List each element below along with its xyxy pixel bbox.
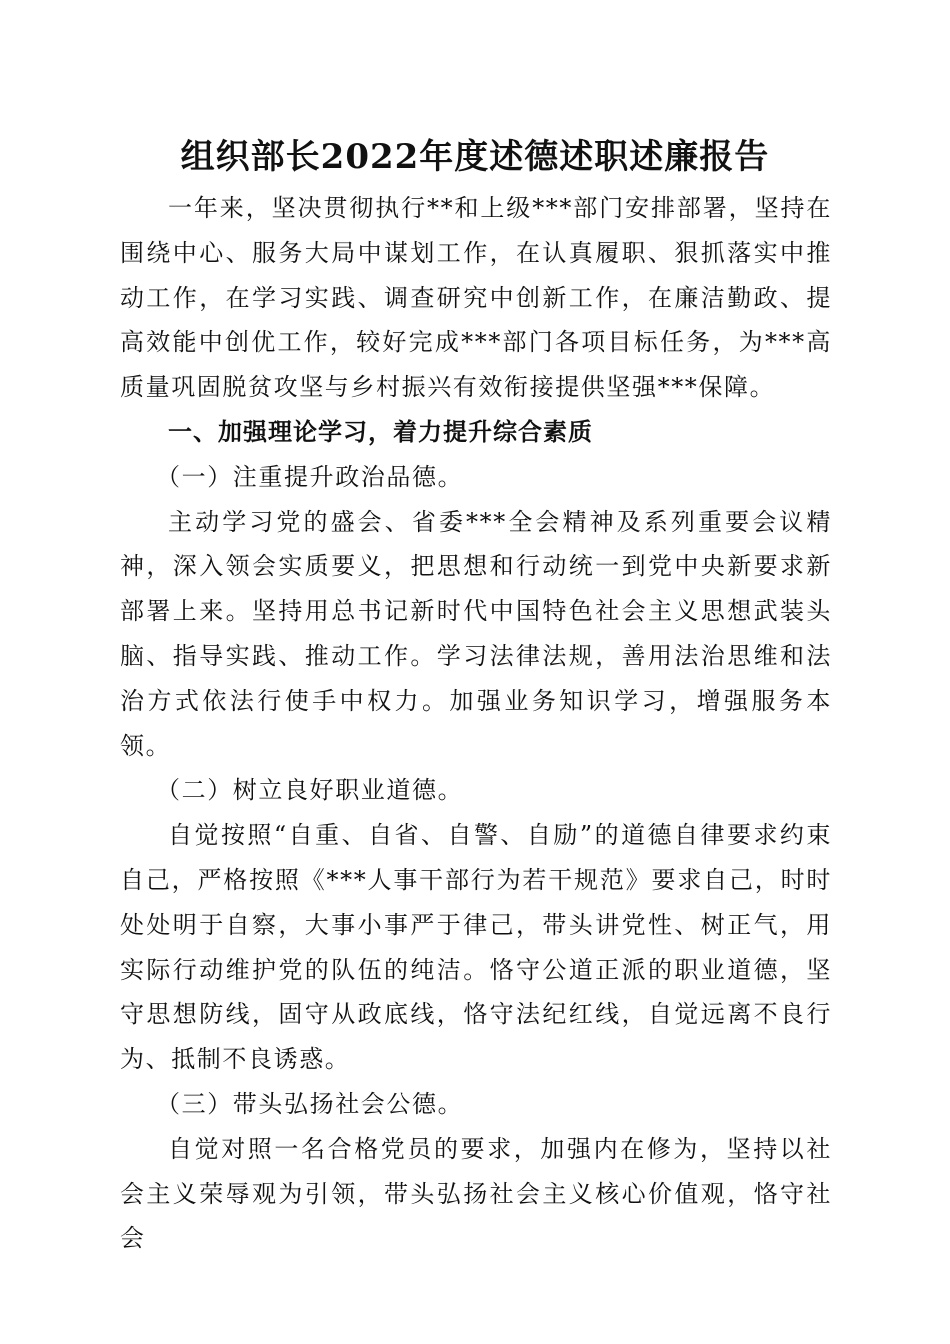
document-title: 组织部长2022年度述德述职述廉报告 (180, 137, 770, 177)
section-heading-1: 一、加强理论学习，着力提升综合素质 (168, 416, 593, 446)
subsection-heading-3: （三）带头弘扬社会公德。 (156, 1089, 464, 1118)
subsection-heading-1: （一）注重提升政治品德。 (156, 462, 464, 491)
subsection-paragraph-3: 自觉对照一名合格党员的要求，加强内在修为，坚持以社会主义荣辱观为引领，带头弘扬社会主义核心价值观，恪守社会 (120, 1134, 832, 1253)
intro-paragraph: 一年来，坚决贯彻执行**和上级***部门安排部署，坚持在围绕中心、服务大局中谋划工作，在认真履职、狠抓落实中推动工作，在学习实践、调查研究中创新工作，在廉洁勤政、提高效能中创优工作，较好完成***部门各项目标任务，为***高质量巩固脱贫攻坚与乡村振兴有效衔接提供坚强***保障。 (120, 194, 832, 402)
subsection-paragraph-1: 主动学习党的盛会、省委***全会精神及系列重要会议精神，深入领会实质要义，把思想和行动统一到党中央新要求新部署上来。坚持用总书记新时代中国特色社会主义思想武装头脑、指导实践、推动工作。学习法律法规，善用法治思维和法治方式依法行使手中权力。加强业务知识学习，增强服务本领。 (120, 507, 832, 760)
subsection-paragraph-2: 自觉按照“自重、自省、自警、自励”的道德自律要求约束自己，严格按照《***人事干部行为若干规范》要求自己，时时处处明于自察，大事小事严于律己，带头讲党性、树正气，用实际行动维护党的队伍的纯洁。恪守公道正派的职业道德，坚守思想防线，固守从政底线，恪守法纪红线，自觉远离不良行为、抵制不良诱惑。 (120, 821, 832, 1074)
document-body (120, 186, 832, 1261)
subsection-heading-2: （二）树立良好职业道德。 (156, 776, 464, 805)
